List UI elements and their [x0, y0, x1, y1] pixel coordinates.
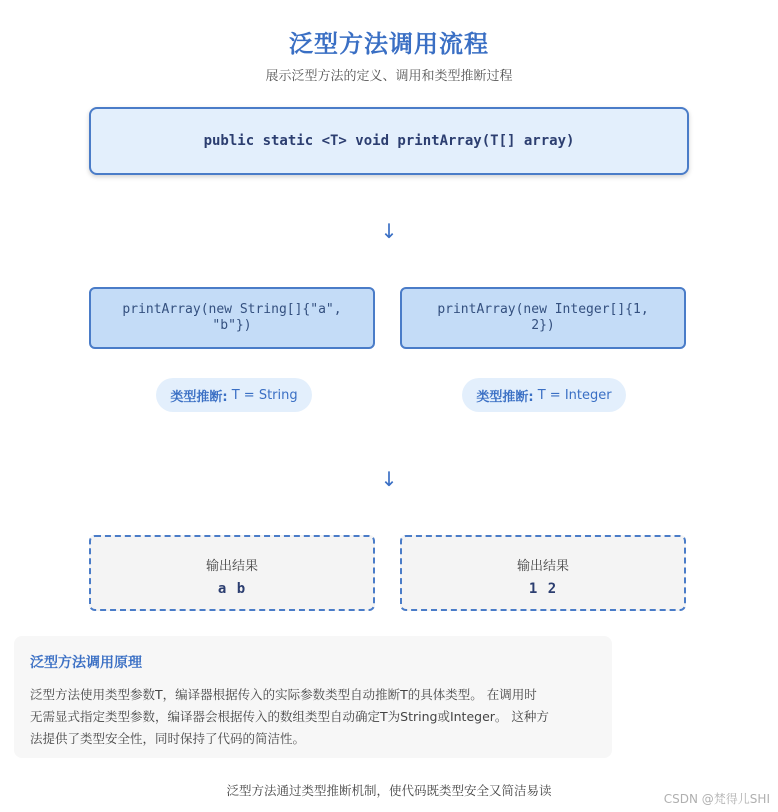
principle-title: 泛型方法调用原理 [30, 655, 142, 671]
principle-text [30, 684, 596, 750]
output-label: 输出结果 [205, 559, 258, 574]
type-inference-badge-string [156, 378, 312, 412]
call-box-integer [400, 287, 686, 349]
output-value: 1 2 [528, 581, 558, 597]
output-box-string [89, 535, 375, 611]
principle-panel [14, 636, 612, 758]
output-value: a b [217, 581, 247, 597]
call-code-string [122, 302, 341, 334]
call-code-integer [437, 302, 648, 334]
call-box-string [89, 287, 375, 349]
call-code-string-line1: printArray(new String[]{"a", [122, 302, 342, 317]
principle-line: 无需显式指定类型参数，编译器会根据传入的数组类型自动确定T为String或Integer。 这种方 [30, 709, 549, 724]
type-inference-badge-integer [462, 378, 626, 412]
principle-line: 法提供了类型安全性，同时保持了代码的简洁性。 [30, 731, 306, 746]
type-inference-label: 类型推断: [476, 389, 534, 405]
call-code-integer-line1: printArray(new Integer[]{1, [437, 302, 649, 317]
type-inference-value: T = Integer [537, 387, 612, 403]
page-subtitle: 展示泛型方法的定义、调用和类型推断过程 [265, 69, 513, 84]
method-signature-box [89, 107, 689, 175]
output-label: 输出结果 [516, 559, 569, 574]
type-inference-label: 类型推断: [170, 389, 228, 405]
footer-note: 泛型方法通过类型推断机制，使代码既类型安全又简洁易读 [226, 783, 552, 798]
method-signature: public static <T> void printArray(T[] array) [203, 133, 575, 149]
call-code-string-line2: "b"}) [212, 318, 252, 333]
page-title: 泛型方法调用流程 [289, 30, 489, 58]
type-inference-value: T = String [231, 387, 298, 403]
output-box-integer [400, 535, 686, 611]
watermark: CSDN @梵得儿SHI [663, 792, 770, 806]
call-code-integer-line2: 2}) [531, 318, 555, 333]
principle-line: 泛型方法使用类型参数T，编译器根据传入的实际参数类型自动推断T的具体类型。 在调用时 [30, 687, 537, 702]
down-arrow-icon: ↓ [380, 467, 398, 491]
down-arrow-icon: ↓ [380, 219, 398, 243]
